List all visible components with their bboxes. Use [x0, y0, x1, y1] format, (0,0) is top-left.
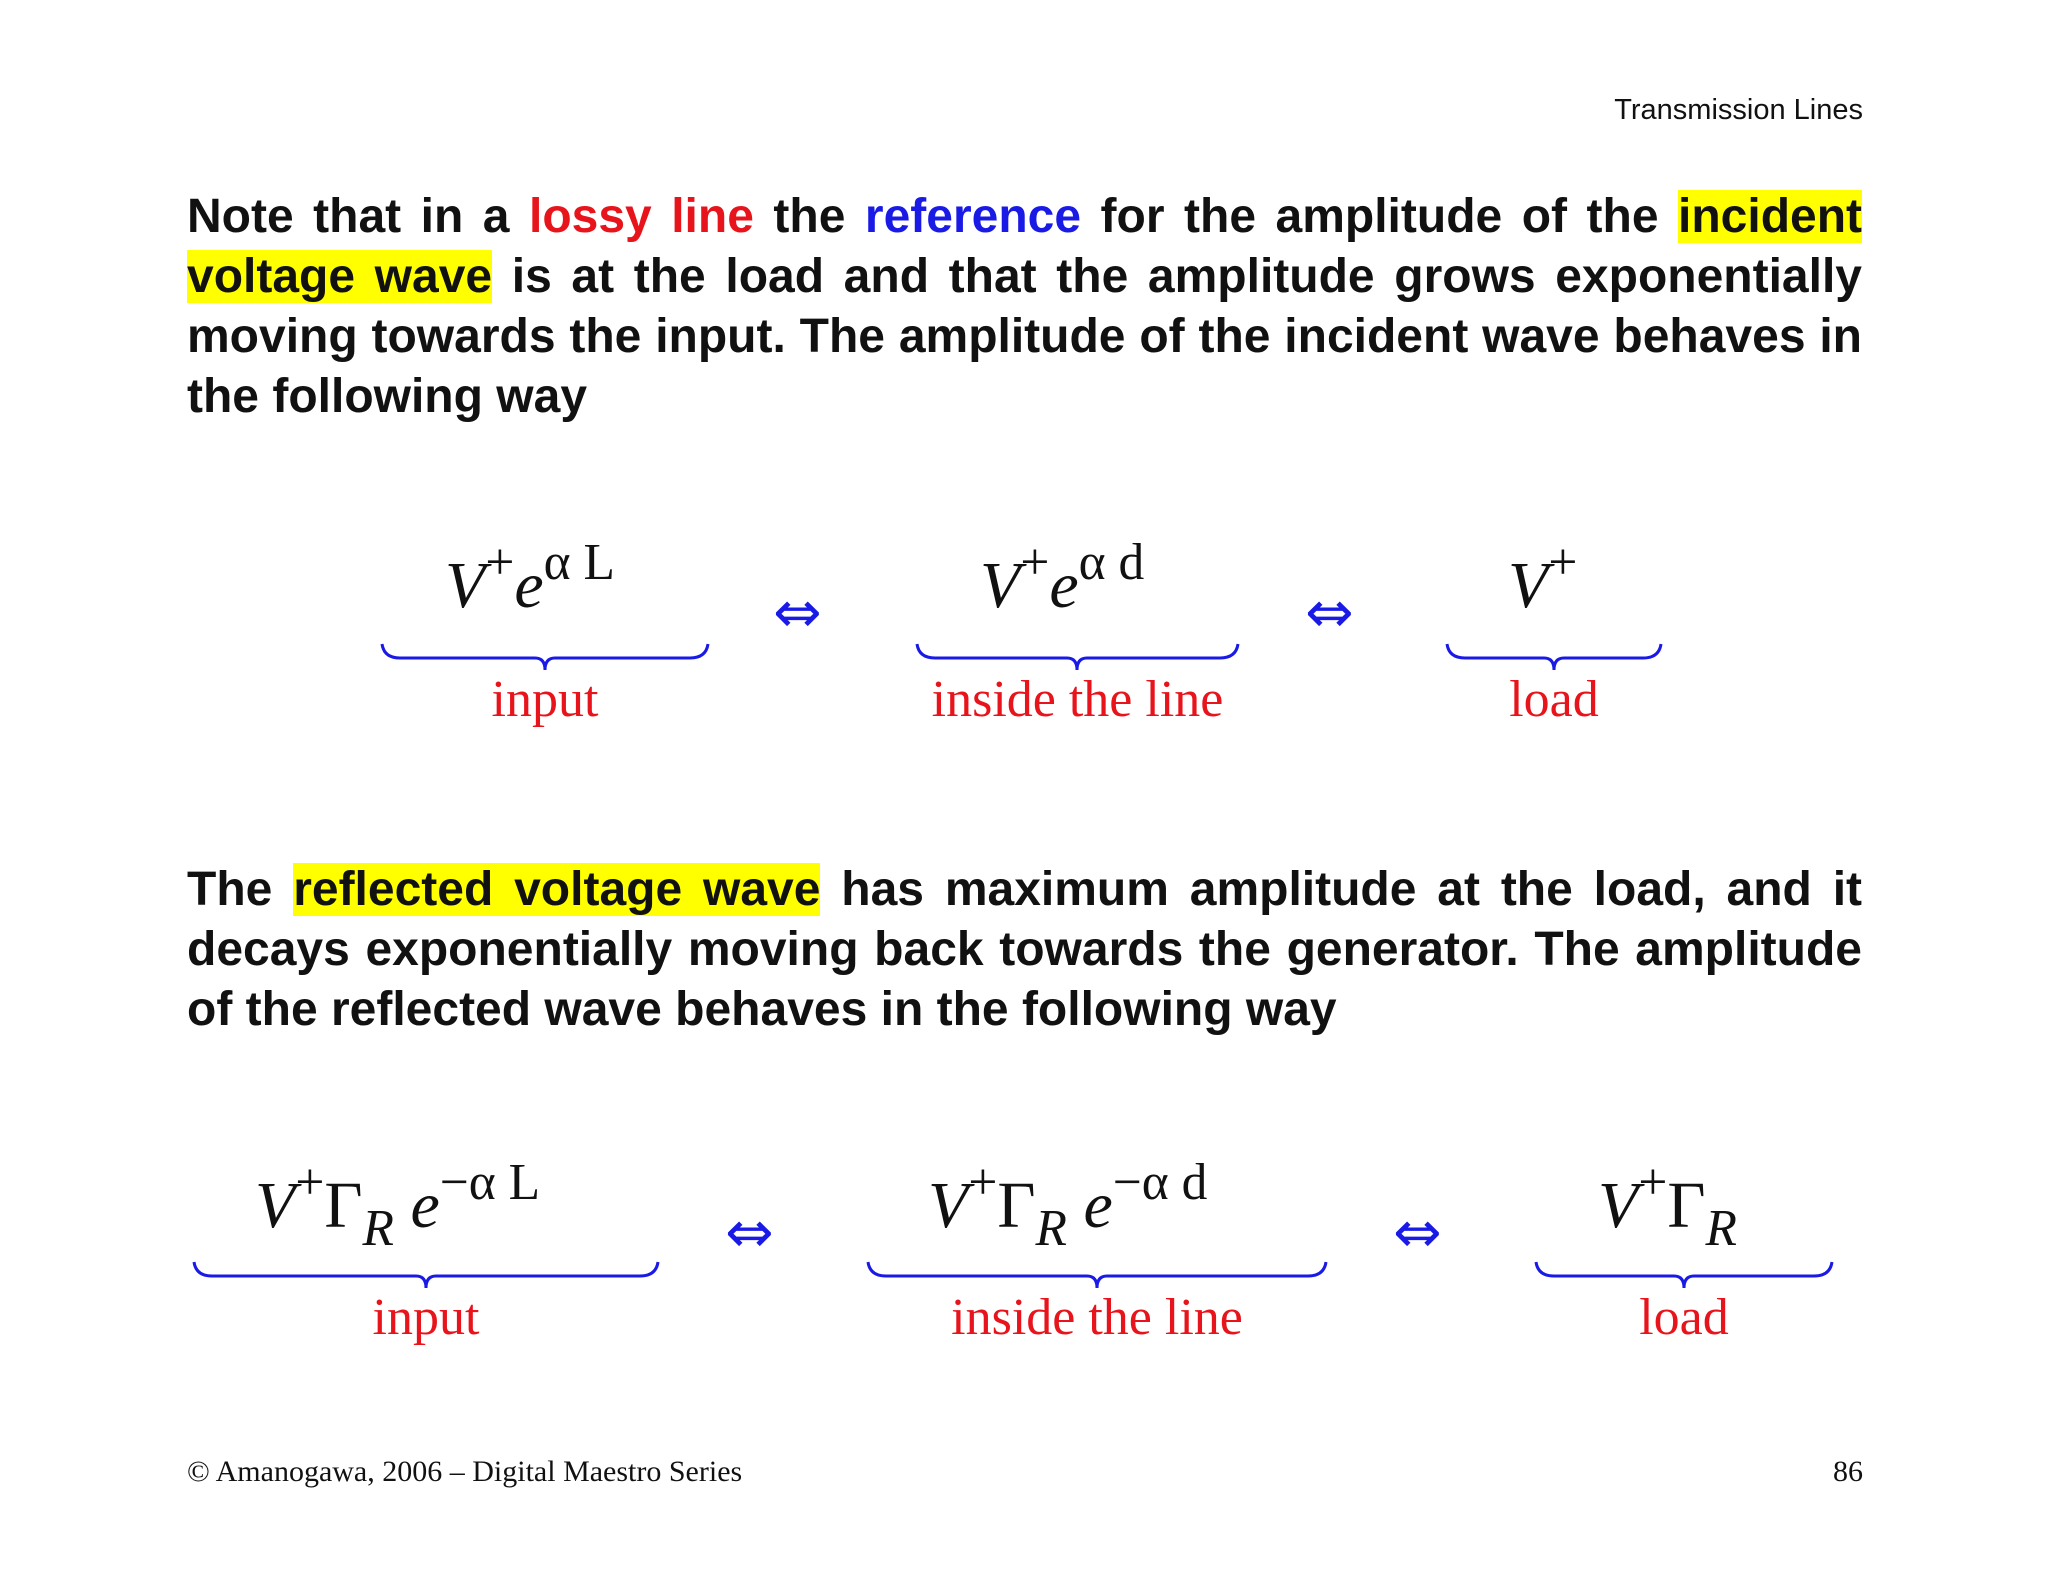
- label-input-1: input: [491, 671, 599, 728]
- plus-superscript: +: [1548, 533, 1578, 591]
- exponent: −α d: [1112, 1153, 1208, 1211]
- eq-incident-load: [1508, 533, 1578, 624]
- eq-incident-input: [445, 533, 615, 624]
- reflected-wave-highlight: reflected voltage wave: [293, 863, 821, 916]
- label-input-2: input: [372, 1289, 480, 1346]
- equivalence-arrow-icon: ⇔: [1305, 578, 1354, 646]
- r-subscript: R: [1705, 1200, 1737, 1258]
- eq-reflected-load: [1598, 1153, 1737, 1258]
- r-subscript: R: [362, 1200, 394, 1258]
- e-symbol: e: [514, 549, 544, 622]
- plus-superscript: +: [1638, 1153, 1668, 1211]
- footer-copyright: © Amanogawa, 2006 – Digital Maestro Series: [187, 1455, 743, 1488]
- v-symbol: V: [445, 549, 486, 622]
- v-symbol: V: [980, 549, 1021, 622]
- eq-reflected-input: [255, 1153, 541, 1258]
- reference-term: reference: [864, 190, 1082, 243]
- p2-text-1: The: [187, 863, 294, 916]
- lossy-line-term: lossy line: [528, 190, 754, 243]
- p1-text-4: is at the load and that the amplitude grows exponentially moving towards the input. The amplitude of the incident wave behaves in the following way: [187, 250, 1862, 423]
- header-title: Transmission Lines: [1614, 94, 1863, 126]
- plus-superscript: +: [1020, 533, 1050, 591]
- r-subscript: R: [1035, 1200, 1067, 1258]
- e-symbol: e: [1083, 1169, 1113, 1242]
- v-symbol: V: [1508, 549, 1549, 622]
- exponent: −α L: [439, 1153, 541, 1211]
- paragraph-reflected: [187, 860, 1862, 1040]
- equivalence-arrow-icon: ⇔: [725, 1198, 774, 1266]
- eq-incident-inside: [980, 533, 1145, 624]
- equivalence-arrow-icon: ⇔: [773, 578, 822, 646]
- exponent: α L: [543, 533, 615, 591]
- v-symbol: V: [1598, 1169, 1639, 1242]
- page-number: 86: [1833, 1455, 1863, 1488]
- gamma-symbol: Γ: [1667, 1169, 1706, 1242]
- label-inside-1: inside the line: [931, 671, 1224, 728]
- e-symbol: e: [1049, 549, 1079, 622]
- label-load-2: load: [1639, 1289, 1729, 1346]
- e-symbol: e: [410, 1169, 440, 1242]
- p2-text-2: has maximum amplitude at the load, and it decays exponentially moving back towards the generator. The amplitude of the reflected wave behaves in the following way: [187, 863, 1863, 1036]
- gamma-symbol: Γ: [324, 1169, 363, 1242]
- p1-text-2: the: [753, 190, 865, 243]
- v-symbol: V: [255, 1169, 296, 1242]
- gamma-symbol: Γ: [997, 1169, 1036, 1242]
- p1-text-1: Note that in a: [187, 190, 529, 243]
- paragraph-incident: [187, 187, 1862, 427]
- plus-superscript: +: [968, 1153, 998, 1211]
- p1-text-3: for the amplitude of the: [1081, 190, 1679, 243]
- label-load-1: load: [1509, 671, 1599, 728]
- plus-superscript: +: [485, 533, 515, 591]
- plus-superscript: +: [295, 1153, 325, 1211]
- label-inside-2: inside the line: [951, 1289, 1243, 1346]
- incident-wave-highlight: incident voltage wave: [187, 190, 1863, 303]
- v-symbol: V: [928, 1169, 969, 1242]
- eq-reflected-inside: [928, 1153, 1208, 1258]
- exponent: α d: [1078, 533, 1145, 591]
- equivalence-arrow-icon: ⇔: [1393, 1198, 1442, 1266]
